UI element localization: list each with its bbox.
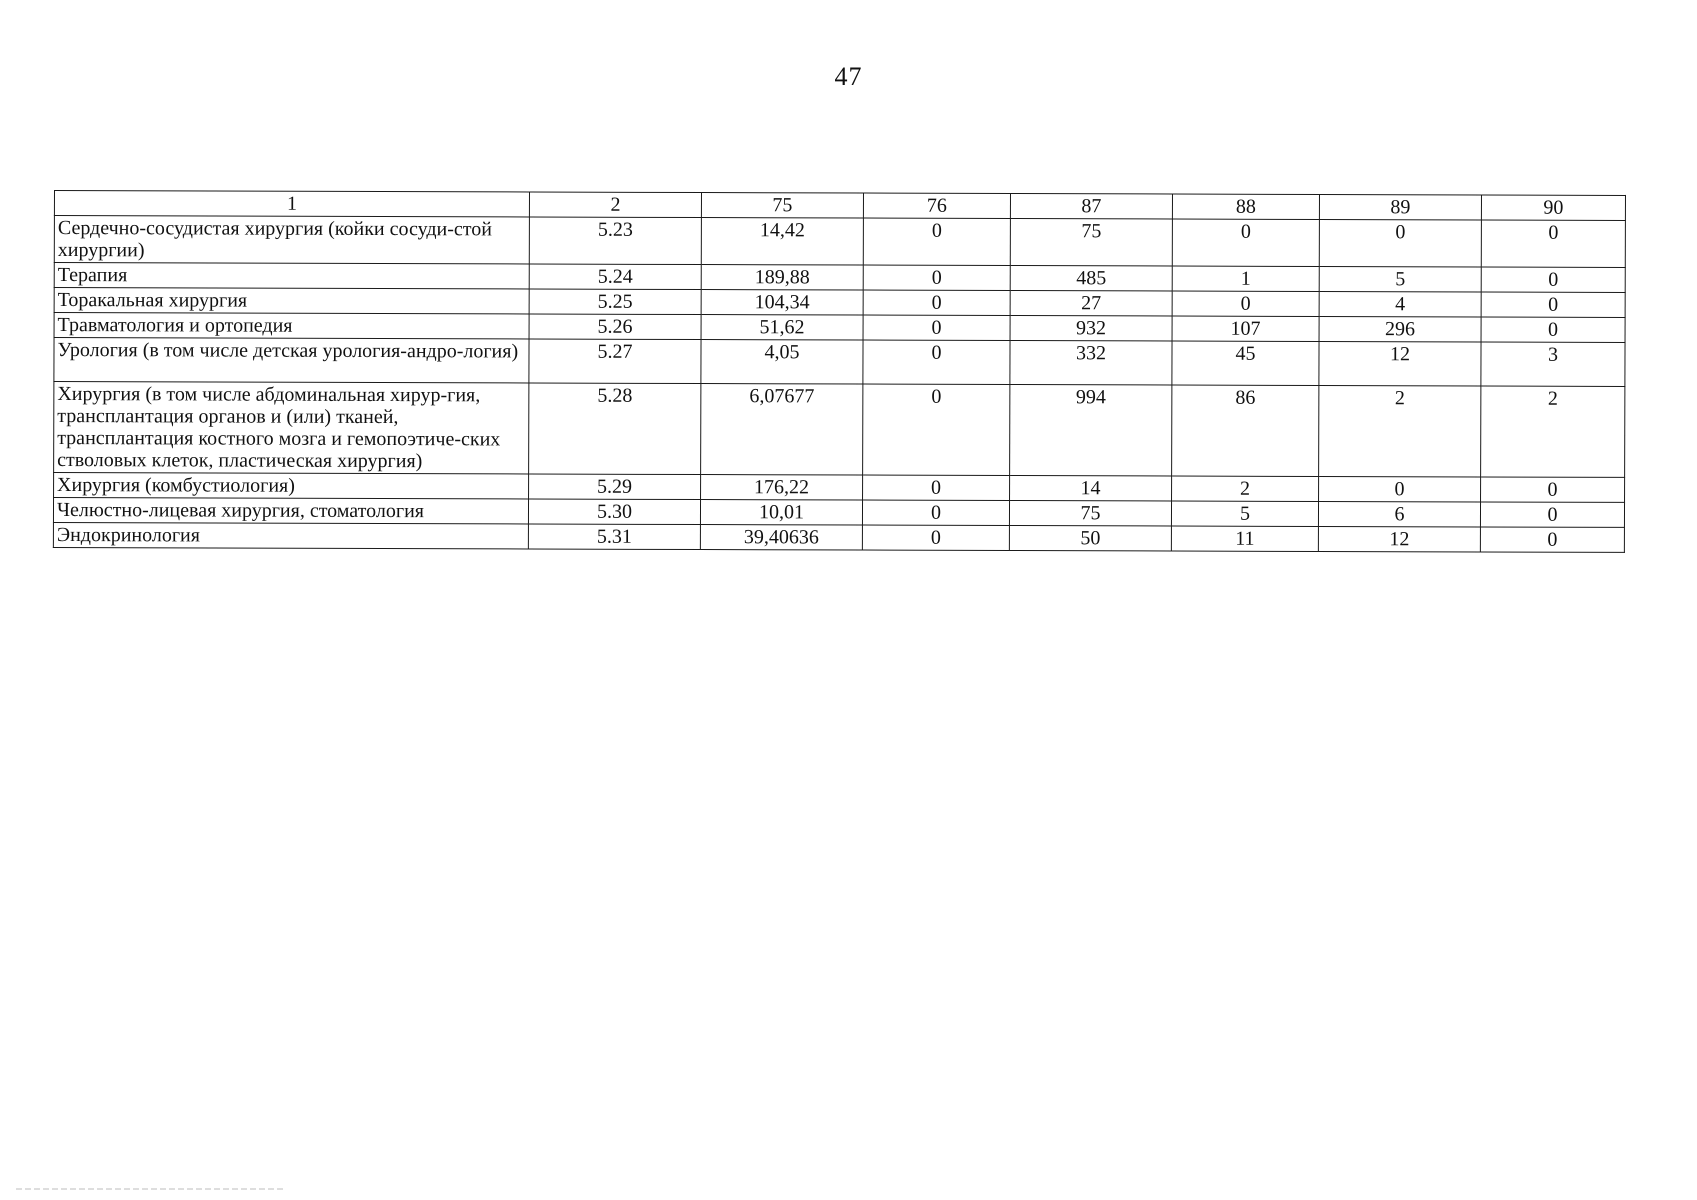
header-cell: 76 — [863, 193, 1010, 218]
specialty-name-cell: Хирургия (комбустиология) — [54, 473, 529, 499]
value-cell-89: 12 — [1319, 341, 1481, 386]
table-row — [54, 382, 1625, 478]
value-cell-76: 0 — [862, 525, 1009, 550]
value-cell-88: 1 — [1172, 266, 1319, 291]
value-cell-90: 2 — [1481, 386, 1625, 477]
specialty-name-cell: Торакальная хирургия — [54, 288, 529, 314]
value-cell-89: 0 — [1319, 219, 1481, 267]
value-cell-87: 332 — [1010, 341, 1172, 386]
value-cell-88: 2 — [1172, 476, 1319, 501]
header-cell: 89 — [1319, 194, 1481, 220]
table-row — [53, 522, 1624, 552]
header-cell: 90 — [1481, 195, 1625, 220]
value-cell-75: 4,05 — [701, 340, 863, 385]
specialty-name-cell: Терапия — [54, 263, 529, 289]
value-cell-90: 0 — [1481, 477, 1625, 502]
value-cell-89: 5 — [1319, 266, 1481, 292]
value-cell-89: 4 — [1319, 291, 1481, 317]
code-cell: 5.24 — [529, 264, 701, 290]
value-cell-90: 0 — [1481, 220, 1625, 267]
value-cell-75: 10,01 — [700, 500, 862, 526]
data-table-container — [53, 190, 1625, 553]
value-cell-90: 3 — [1481, 342, 1625, 386]
value-cell-88: 0 — [1172, 219, 1319, 266]
value-cell-88: 11 — [1171, 526, 1318, 551]
data-table — [53, 190, 1626, 553]
value-cell-90: 0 — [1481, 292, 1625, 317]
header-cell: 75 — [701, 193, 863, 219]
value-cell-90: 0 — [1481, 317, 1625, 342]
code-cell: 5.23 — [529, 217, 701, 265]
value-cell-76: 0 — [863, 475, 1010, 500]
value-cell-90: 0 — [1481, 267, 1625, 292]
value-cell-88: 45 — [1172, 341, 1319, 385]
value-cell-88: 86 — [1172, 385, 1319, 476]
value-cell-76: 0 — [863, 315, 1010, 340]
header-cell: 2 — [529, 192, 701, 218]
value-cell-89: 0 — [1319, 476, 1481, 502]
value-cell-89: 2 — [1319, 385, 1481, 477]
specialty-name-cell: Эндокринология — [53, 522, 528, 548]
scan-artifact — [16, 1188, 286, 1190]
table-row — [54, 216, 1625, 268]
page-number: 47 — [834, 62, 863, 91]
code-cell: 5.26 — [529, 314, 701, 340]
value-cell-87: 75 — [1009, 501, 1171, 527]
value-cell-76: 0 — [863, 340, 1010, 384]
specialty-name-cell: Травматология и ортопедия — [54, 313, 529, 339]
value-cell-76: 0 — [863, 265, 1010, 290]
code-cell: 5.29 — [529, 474, 701, 500]
value-cell-75: 14,42 — [701, 218, 863, 266]
header-cell: 88 — [1172, 194, 1319, 219]
value-cell-87: 994 — [1010, 385, 1172, 477]
value-cell-75: 51,62 — [701, 315, 863, 341]
value-cell-87: 75 — [1010, 219, 1172, 267]
value-cell-76: 0 — [863, 218, 1010, 265]
value-cell-87: 50 — [1009, 526, 1171, 552]
value-cell-87: 27 — [1010, 291, 1172, 317]
value-cell-88: 5 — [1171, 501, 1318, 526]
value-cell-76: 0 — [863, 290, 1010, 315]
code-cell: 5.27 — [529, 339, 701, 384]
table-body — [53, 191, 1625, 553]
code-cell: 5.31 — [528, 524, 700, 550]
value-cell-88: 107 — [1172, 316, 1319, 341]
value-cell-87: 932 — [1010, 316, 1172, 342]
value-cell-90: 0 — [1480, 502, 1624, 527]
value-cell-89: 12 — [1318, 526, 1480, 552]
value-cell-75: 104,34 — [701, 290, 863, 316]
value-cell-87: 14 — [1010, 476, 1172, 502]
specialty-name-cell: Хирургия (в том числе абдоминальная хирур-гия, трансплантация органов и (или) тканей, трансплантация костного мозга и гемопоэтиче-ских стволовых клеток, пластическая хирургия) — [54, 382, 529, 474]
code-cell: 5.25 — [529, 289, 701, 315]
header-cell: 87 — [1010, 194, 1172, 220]
value-cell-75: 189,88 — [701, 265, 863, 291]
header-cell: 1 — [54, 191, 529, 217]
value-cell-75: 6,07677 — [701, 384, 863, 476]
specialty-name-cell: Урология (в том числе детская урология-андро-логия) — [54, 338, 529, 383]
value-cell-90: 0 — [1480, 527, 1624, 552]
code-cell: 5.28 — [529, 383, 701, 475]
code-cell: 5.30 — [528, 499, 700, 525]
value-cell-89: 296 — [1319, 316, 1481, 342]
value-cell-75: 39,40636 — [700, 525, 862, 551]
value-cell-88: 0 — [1172, 291, 1319, 316]
value-cell-76: 0 — [862, 500, 1009, 525]
specialty-name-cell: Челюстно-лицевая хирургия, стоматология — [53, 498, 528, 524]
value-cell-76: 0 — [863, 384, 1010, 475]
specialty-name-cell: Сердечно-сосудистая хирургия (койки сосуди-стой хирургии) — [54, 216, 529, 264]
table-row — [54, 338, 1625, 387]
value-cell-75: 176,22 — [701, 475, 863, 501]
value-cell-87: 485 — [1010, 266, 1172, 292]
value-cell-89: 6 — [1318, 501, 1480, 527]
